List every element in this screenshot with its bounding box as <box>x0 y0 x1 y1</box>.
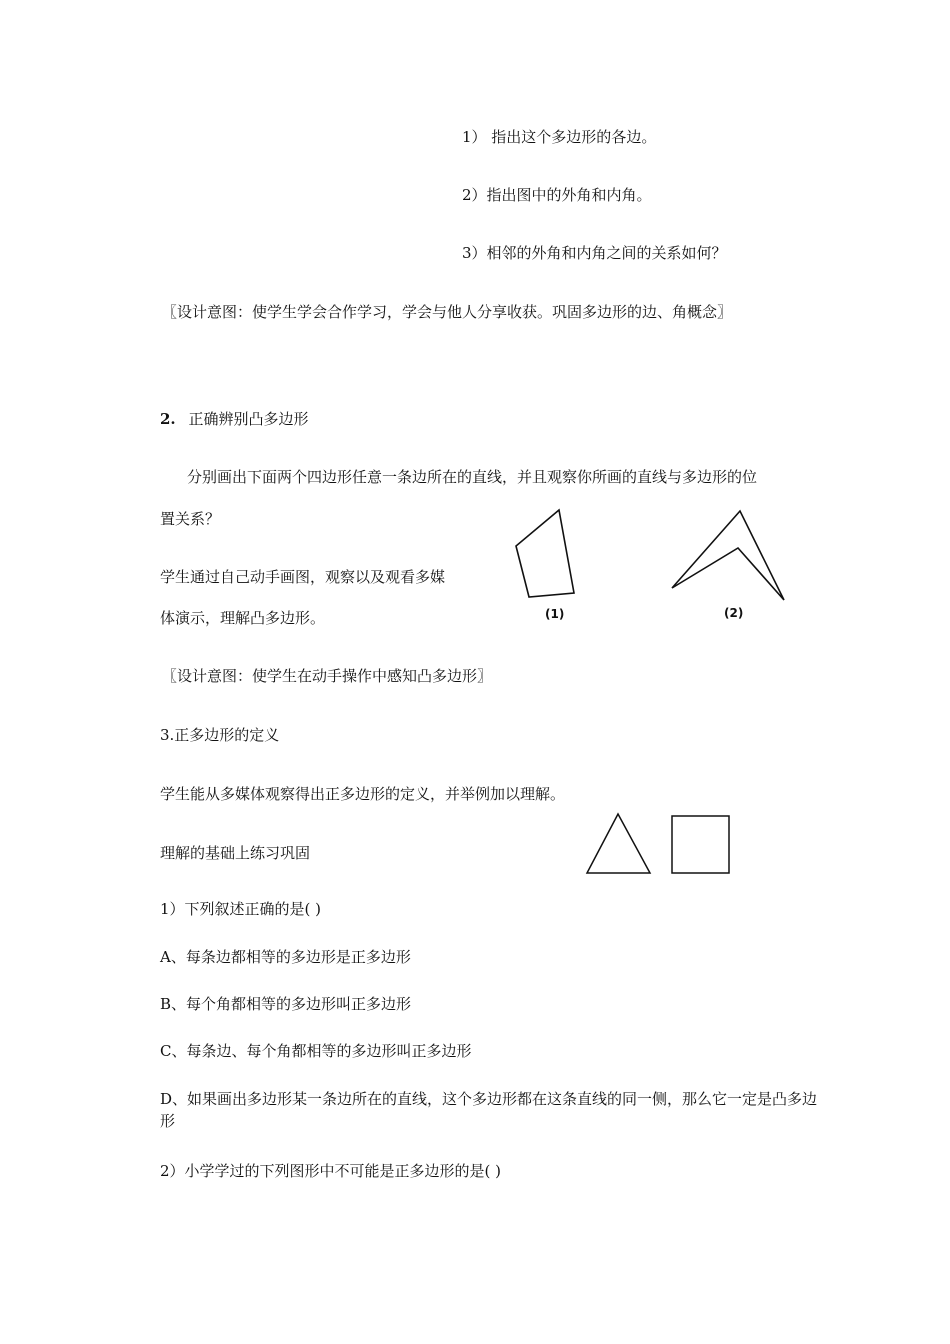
section-3-practice: 理解的基础上练习巩固 <box>160 844 311 862</box>
figure-label-1: (1) <box>545 607 565 621</box>
section-2-title: 正确辨别凸多边形 <box>188 410 309 428</box>
question-angles: 2）指出图中的外角和内角。 <box>462 186 652 204</box>
section-2-heading <box>160 409 308 429</box>
question-1-stem: 1）下列叙述正确的是( ) <box>160 900 322 918</box>
design-intent-2: 〖设计意图：使学生在动手操作中感知凸多边形〗 <box>162 667 493 685</box>
section-2-prompt-line2: 置关系？ <box>160 510 221 528</box>
equilateral-triangle <box>587 814 650 873</box>
question-1-option-b: B、每个角都相等的多边形叫正多边形 <box>160 995 412 1013</box>
question-relation: 3）相邻的外角和内角之间的关系如何？ <box>462 244 727 262</box>
section-3-desc: 学生能从多媒体观察得出正多边形的定义，并举例加以理解。 <box>160 785 566 803</box>
concave-quadrilateral-figure <box>662 500 792 625</box>
design-intent-1: 〖设计意图：使学生学会合作学习，学会与他人分享收获。巩固多边形的边、角概念〗 <box>162 303 733 321</box>
section-3-title: 3.正多边形的定义 <box>160 726 280 744</box>
convex-quadrilateral <box>516 510 574 597</box>
question-1-option-d: D、如果画出多边形某一条边所在的直线，这个多边形都在这条直线的同一侧，那么它一定是凸多边形 <box>160 1090 818 1130</box>
concave-quadrilateral <box>672 511 784 600</box>
square <box>672 816 729 873</box>
regular-polygons-figure <box>580 808 740 880</box>
convex-quadrilateral-figure <box>505 500 595 625</box>
figure-label-2: (2) <box>724 606 744 620</box>
section-2-number: 2. <box>160 410 176 428</box>
section-2-note-line2: 体演示，理解凸多边形。 <box>160 609 326 627</box>
section-2-prompt-line1: 分别画出下面两个四边形任意一条边所在的直线，并且观察你所画的直线与多边形的位 <box>187 468 758 486</box>
question-1-option-c: C、每条边、每个角都相等的多边形叫正多边形 <box>160 1042 472 1060</box>
section-2-note-line1: 学生通过自己动手画图，观察以及观看多媒 <box>160 568 446 586</box>
question-2-stem: 2）小学学过的下列图形中不可能是正多边形的是( ) <box>160 1162 502 1180</box>
question-sides: 1） 指出这个多边形的各边。 <box>462 128 657 146</box>
question-1-option-a: A、每条边都相等的多边形是正多边形 <box>160 948 411 966</box>
